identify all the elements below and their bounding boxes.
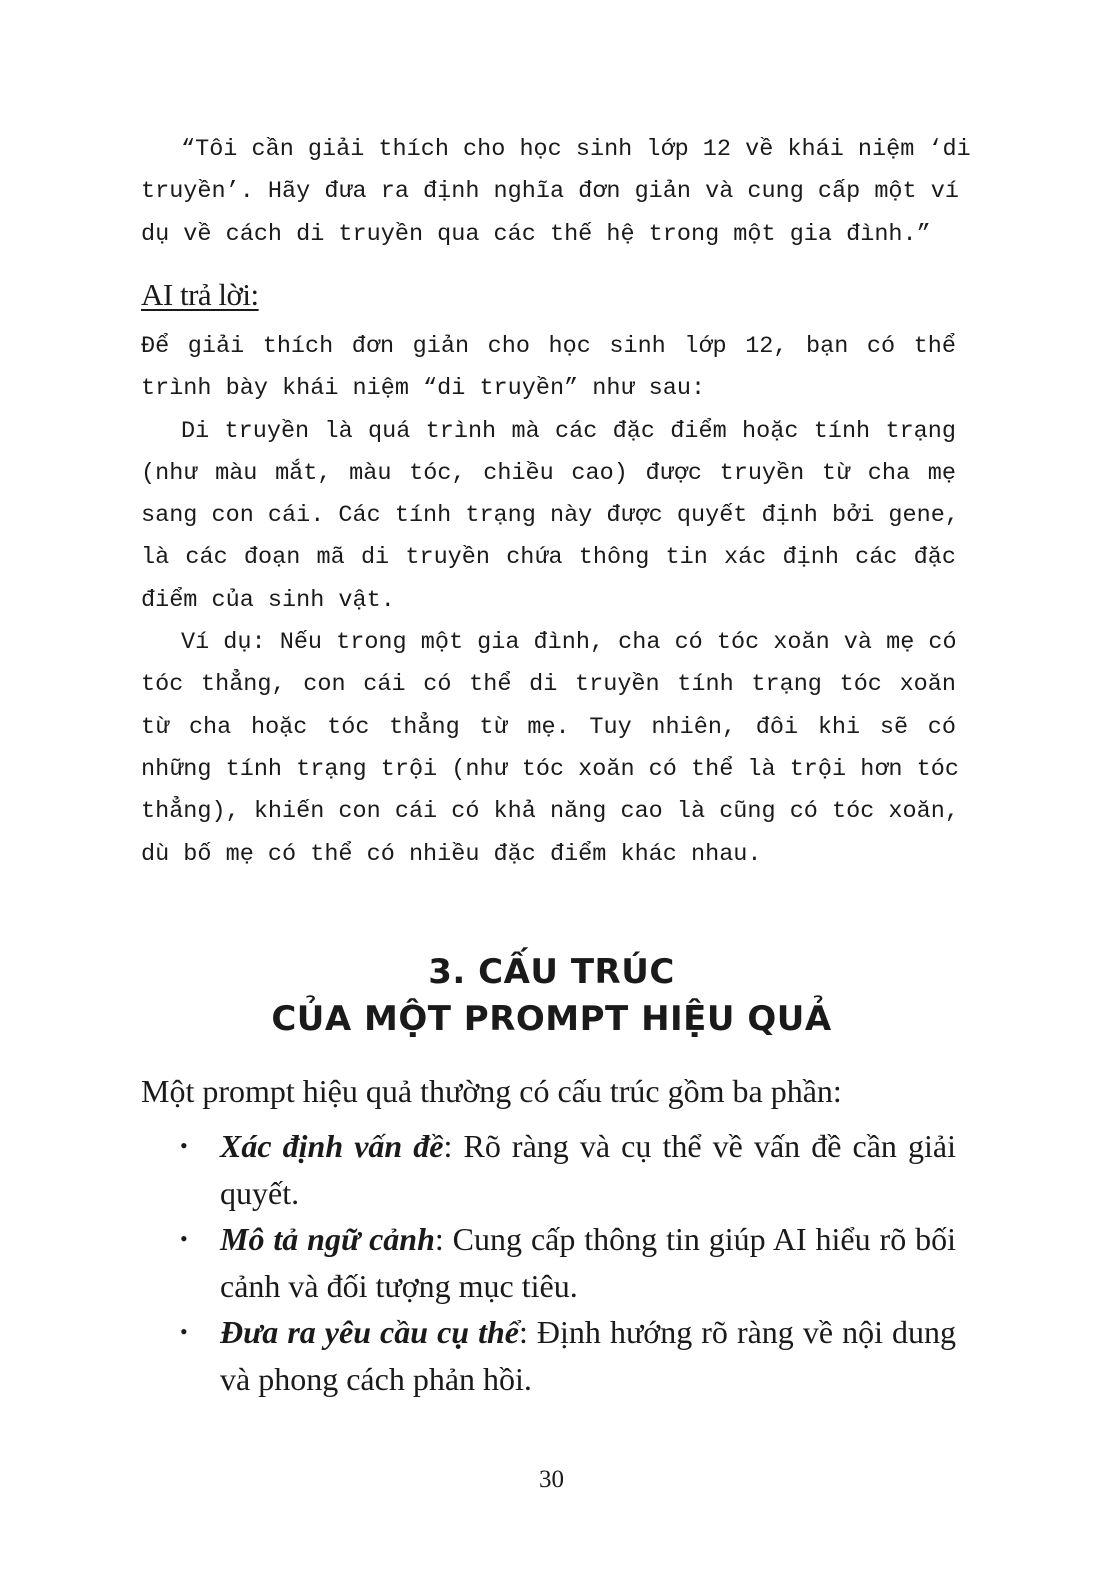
answer-line: những tính trạng trội (như tóc xoăn có thể là trội hơn tóc xyxy=(141,755,959,783)
list-item xyxy=(180,1123,956,1216)
answer-line: Ví dụ: Nếu trong một gia đình, cha có tóc xoăn và mẹ có xyxy=(181,629,957,657)
answer-line: Di truyền là quá trình mà các đặc điểm hoặc tính trạng xyxy=(181,417,956,445)
section-heading-line-2: CỦA MỘT PROMPT HIỆU QUẢ xyxy=(271,999,832,1039)
ai-answer-label: AI trả lời: xyxy=(141,277,259,312)
prompt-quote xyxy=(141,129,971,256)
answer-line: thẳng), khiến con cái có khả năng cao là cũng có tóc xoăn, xyxy=(141,798,959,826)
section-intro: Một prompt hiệu quả thường có cấu trúc gồm ba phần: xyxy=(141,1073,842,1109)
bullet-term: Xác định vấn đề xyxy=(220,1128,444,1164)
prompt-line: dụ về cách di truyền qua các thế hệ trong một gia đình.” xyxy=(141,220,931,248)
bullet-term: Đưa ra yêu cầu cụ thể xyxy=(220,1314,519,1350)
prompt-line: truyền’. Hãy đưa ra định nghĩa đơn giản và cung cấp một ví xyxy=(141,178,959,206)
bullet-text: : Định hướng rõ ràng về nội dung và phong cách phản hồi. xyxy=(220,1314,957,1397)
answer-line: sang con cái. Các tính trạng này được quyết định bởi gene, xyxy=(141,502,959,530)
list-item xyxy=(180,1216,956,1309)
bullet-icon: • xyxy=(180,1226,188,1251)
answer-line: từ cha hoặc tóc thẳng từ mẹ. Tuy nhiên, đôi khi sẽ có xyxy=(141,713,956,741)
bullet-icon: • xyxy=(180,1319,188,1344)
answer-line: Để giải thích đơn giản cho học sinh lớp 12, bạn có thể xyxy=(141,333,956,360)
bullet-text: : Rõ ràng và cụ thể về vấn đề cần giải quyết. xyxy=(220,1128,957,1211)
page-number: 30 xyxy=(539,1466,564,1493)
answer-line: dù bố mẹ có thể có nhiều đặc điểm khác nhau. xyxy=(141,840,762,868)
section-heading-line-1: 3. CẤU TRÚC xyxy=(428,952,675,992)
ai-answer xyxy=(141,326,959,876)
bullet-term: Mô tả ngữ cảnh xyxy=(220,1221,435,1257)
answer-line: (như màu mắt, màu tóc, chiều cao) được truyền từ cha mẹ xyxy=(141,459,956,487)
answer-line: điểm của sinh vật. xyxy=(141,586,395,614)
answer-line: trình bày khái niệm “di truyền” như sau: xyxy=(141,375,706,403)
bullet-icon: • xyxy=(180,1133,188,1158)
answer-line: tóc thẳng, con cái có thể di truyền tính trạng tóc xoăn xyxy=(141,671,956,699)
prompt-line: “Tôi cần giải thích cho học sinh lớp 12 về khái niệm ‘di xyxy=(181,136,971,163)
list-item xyxy=(180,1309,956,1402)
answer-line: là các đoạn mã di truyền chứa thông tin xác định các đặc xyxy=(141,544,956,572)
bullet-text: : Cung cấp thông tin giúp AI hiểu rõ bối cảnh và đối tượng mục tiêu. xyxy=(220,1221,957,1304)
structure-list xyxy=(180,1123,956,1402)
